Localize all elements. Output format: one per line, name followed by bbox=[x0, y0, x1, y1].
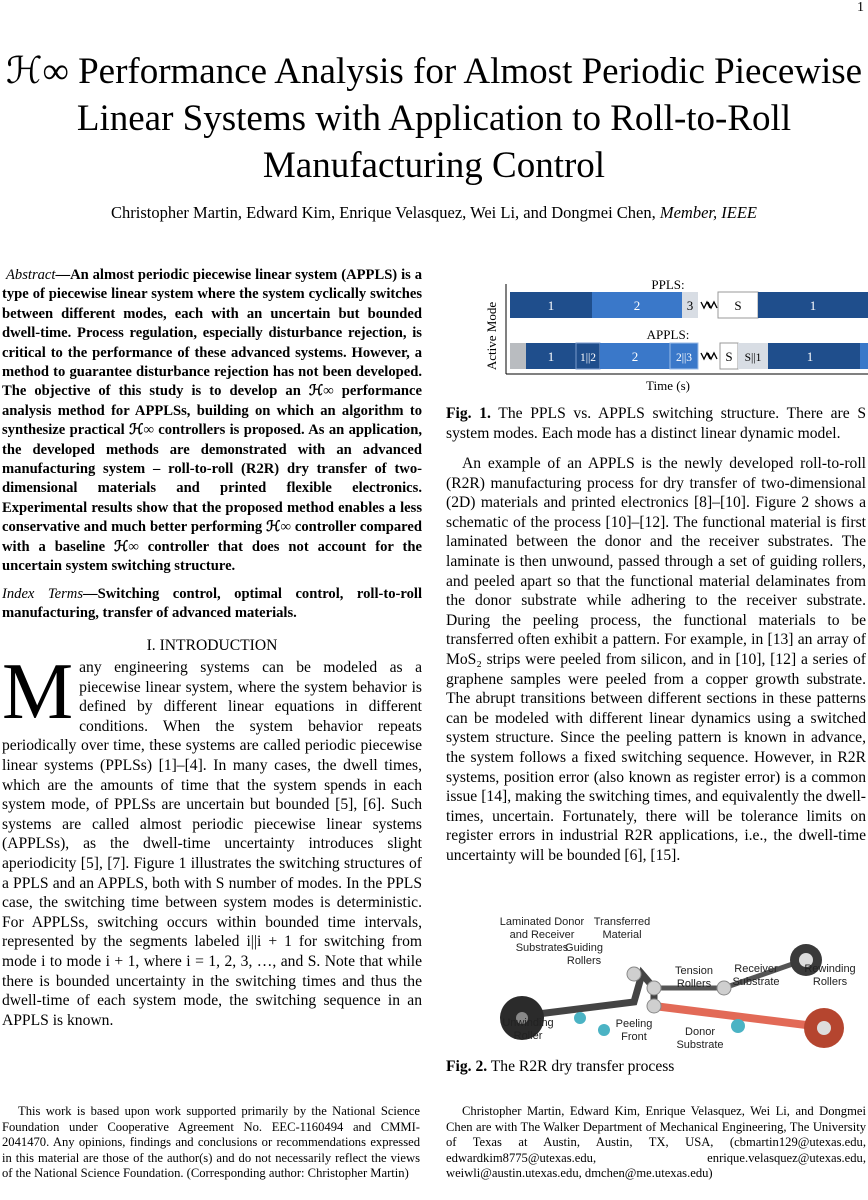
figure-1-caption bbox=[446, 404, 866, 444]
appls-label-s: S bbox=[725, 349, 733, 364]
guiding-roller-2 bbox=[647, 981, 661, 995]
label-transferred: Transferred bbox=[593, 916, 651, 928]
fig1-appls-label: APPLS: bbox=[646, 327, 690, 342]
ppls-label-1: 1 bbox=[547, 298, 555, 313]
label-guiding-2: Rollers bbox=[566, 955, 602, 967]
idle-roller-1 bbox=[574, 1012, 586, 1024]
figure-1 bbox=[480, 272, 868, 400]
label-laminated-2: and Receiver bbox=[509, 929, 575, 941]
r2r-process-schematic bbox=[484, 914, 868, 1054]
label-unwinding-2: Roller bbox=[513, 1030, 543, 1042]
fig1-caption-text: The PPLS vs. APPLS switching structure. There are S system modes. Each mode has a distinct linear dynamic model. bbox=[446, 405, 866, 442]
appls-segment-1b bbox=[768, 343, 868, 369]
ppls-label-2: 2 bbox=[633, 298, 641, 313]
ppls-break-mark bbox=[701, 302, 717, 308]
donor-rewinding-hub bbox=[817, 1021, 831, 1035]
appls-label-2-3: 2||3 bbox=[675, 352, 693, 364]
fig1-ylabel: Active Mode bbox=[484, 301, 499, 371]
paper-title: ℋ∞ Performance Analysis for Almost Periodic Piecewise Linear Systems with Application to Roll-to-Roll Manufacturing Control bbox=[5, 51, 863, 186]
appls-label-2: 2 bbox=[631, 349, 639, 364]
appls-break-mark bbox=[701, 353, 717, 359]
label-peeling-2: Front bbox=[621, 1031, 647, 1043]
label-transferred-2: Material bbox=[602, 929, 642, 941]
author-membership: Member, IEEE bbox=[659, 203, 757, 222]
intro-paragraph bbox=[2, 648, 422, 1030]
intro-text: any engineering systems can be modeled as a piecewise linear system, where the system behavior is defined by different linear equations in different conditions. When the system behavior repeats periodically over time, these systems are called periodic piecewise linear systems (PPLSs) [1]–[4]. In many cases, the dwell times, which are the amounts of time that the system spends in each system mode, of PPLSs are uncertain but bounded [5], [6]. Such systems are called almost periodic piecewise linear systems (APPLSs), as the dwell-time uncertainty introduces slight aperiodicity [5], [7]. Figure 1 illustrates the switching structures of a PPLS and an APPLS, both with S number of modes. In the PPLS case, the switching time between system modes is deterministic. For APPLSs, switching occurs within bounded time intervals, represented by the segments labeled i||i + 1 for switching from mode i to mode i + 1, where i = 1, 2, 3, …, and S. Note that while there is bounded uncertainty in the switching times and thus the dwell-time of each system mode, the switching sequence in an APPLS is known. bbox=[2, 659, 422, 1029]
label-laminated-3: Substrates bbox=[515, 942, 569, 954]
r2r-paragraph: An example of an APPLS is the newly developed roll-to-roll (R2R) manufacturing process for dry transfer of two-dimensional (2D) materials and printed electronics [8]–[10]. Figure 2 shows a schematic of the process [10]–[12]. The functional material is first laminated between the donor and the receiver substrates. The laminate is then unwound, passed through a set of guiding rollers, and peeled apart so that the functional material delaminates from the donor substrate while adhering to the receiver substrate. During the peeling process, the functional materials to be transferred often exhibit a pattern. For example, in [13] an array of MoS₂ strips were peeled from silicon, and in [10], [12] a series of graphene samples were peeled from a copper growth substrate. The abrupt transitions between different sections in these patterns can be modeled with different linear dynamics using a switched system structure. Since the peeling pattern is known in advance, the system follows a fixed switching sequence. However, in R2R systems, position error (also known as register error) is a common issue [14], making the switching times, and equivalently the dwell-times, uncertain. Fortunately, there will be tolerance limits on register errors in industrial R2R applications, i.e., the dwell-time uncertainty will be bounded [6], [15]. bbox=[446, 455, 866, 864]
fig2-caption-text: The R2R dry transfer process bbox=[487, 1058, 675, 1075]
label-tension: Tension bbox=[675, 965, 713, 977]
appls-segment-s1-start bbox=[510, 343, 526, 369]
tension-roller bbox=[717, 981, 731, 995]
index-terms-text: —Switching control, optimal control, roll-to-roll manufacturing, transfer of advanced materials. bbox=[2, 586, 422, 622]
appls-label-s-1: S||1 bbox=[744, 352, 762, 364]
appls-bar bbox=[510, 343, 868, 369]
author-list bbox=[0, 203, 868, 223]
appls-segment-tail bbox=[860, 343, 868, 369]
index-terms bbox=[2, 585, 422, 624]
ppls-label-s: S bbox=[734, 298, 742, 313]
switching-structure-diagram bbox=[480, 272, 868, 400]
footnote-affiliations: Christopher Martin, Edward Kim, Enrique Velasquez, Wei Li, and Dongmei Chen are with The Walker Department of Mechanical Engineering, The University of Texas at Austin, Austin, TX, USA, (cbmartin129@utexas.edu, edwardkim8775@utexas.edu, enrique.velasquez@utexas.edu, weiwli@austin.utexas.edu, dmchen@me.utexas.edu) bbox=[446, 1104, 866, 1181]
footnote-funding: This work is based upon work supported primarily by the National Science Foundation under Cooperative Agreement No. EEC-1160494 and CMMI-2041470. Any opinions, findings and conclusions or recommendations expressed in this material are those of the author(s) and do not necessarily reflect the views of the National Science Foundation. (Corresponding author: Christopher Martin) bbox=[2, 1104, 420, 1181]
figure-2 bbox=[484, 914, 868, 1054]
label-receiver-2: Substrate bbox=[732, 976, 780, 988]
fig1-ppls-label: PPLS: bbox=[651, 277, 685, 292]
fig1-xlabel: Time (s) bbox=[646, 378, 690, 393]
label-unwinding: Unwinding bbox=[502, 1017, 554, 1029]
label-guiding: Guiding bbox=[565, 942, 603, 954]
guiding-roller-3 bbox=[647, 999, 661, 1013]
ppls-label-3: 3 bbox=[686, 298, 694, 313]
idle-roller-2 bbox=[598, 1024, 610, 1036]
label-peeling: Peeling bbox=[615, 1018, 653, 1030]
abstract-text: —An almost periodic piecewise linear system (APPLS) is a type of piecewise linear system where the system cyclically switches between different modes, each with an uncertain but bounded dwell-time. Process regulation, especially disturbance rejection, is critical to the performance of these advanced systems. However, a method to guarantee disturbance rejection has not been developed. The objective of this study is to develop an ℋ∞ performance analysis method for APPLSs, building on which an algorithm to synthesize practical ℋ∞ controllers is proposed. As an application, the developed methods are demonstrated with an advanced manufacturing system – roll-to-roll (R2R) dry transfer of two-dimensional materials and printed flexible electronics. Experimental results show that the proposed method enables a less conservative and much better performing ℋ∞ controller compared with a baseline ℋ∞ controller that does not account for the uncertain system switching structure. bbox=[2, 267, 422, 575]
label-donor: Donor bbox=[685, 1026, 715, 1038]
ppls-bar bbox=[510, 292, 868, 318]
fig1-caption-label: Fig. 1. bbox=[446, 405, 491, 422]
page-number: 1 bbox=[857, 0, 864, 15]
label-rewinding-2: Rollers bbox=[812, 976, 848, 988]
label-laminated: Laminated Donor bbox=[499, 916, 585, 928]
figure-2-caption bbox=[446, 1057, 866, 1077]
guiding-roller-1 bbox=[627, 967, 641, 981]
abstract-label: Abstract bbox=[6, 267, 56, 283]
appls-label-1b: 1 bbox=[806, 349, 814, 364]
author-names: Christopher Martin, Edward Kim, Enrique Velasquez, Wei Li, and Dongmei Chen, bbox=[110, 203, 656, 222]
index-terms-label: Index Terms bbox=[2, 586, 84, 602]
appls-label-1-2: 1||2 bbox=[579, 352, 597, 364]
label-receiver: Receiver bbox=[734, 963, 778, 975]
donor-roller bbox=[731, 1019, 745, 1033]
label-tension-2: Rollers bbox=[676, 978, 712, 990]
fig2-caption-label: Fig. 2. bbox=[446, 1058, 488, 1075]
abstract bbox=[2, 266, 422, 577]
section-heading: I. INTRODUCTION bbox=[146, 637, 278, 654]
ppls-label-1b: 1 bbox=[809, 298, 817, 313]
appls-label-1: 1 bbox=[547, 349, 555, 364]
drop-cap: M bbox=[2, 648, 74, 736]
label-rewinding: Rewinding bbox=[804, 963, 856, 975]
label-donor-2: Substrate bbox=[676, 1039, 724, 1051]
